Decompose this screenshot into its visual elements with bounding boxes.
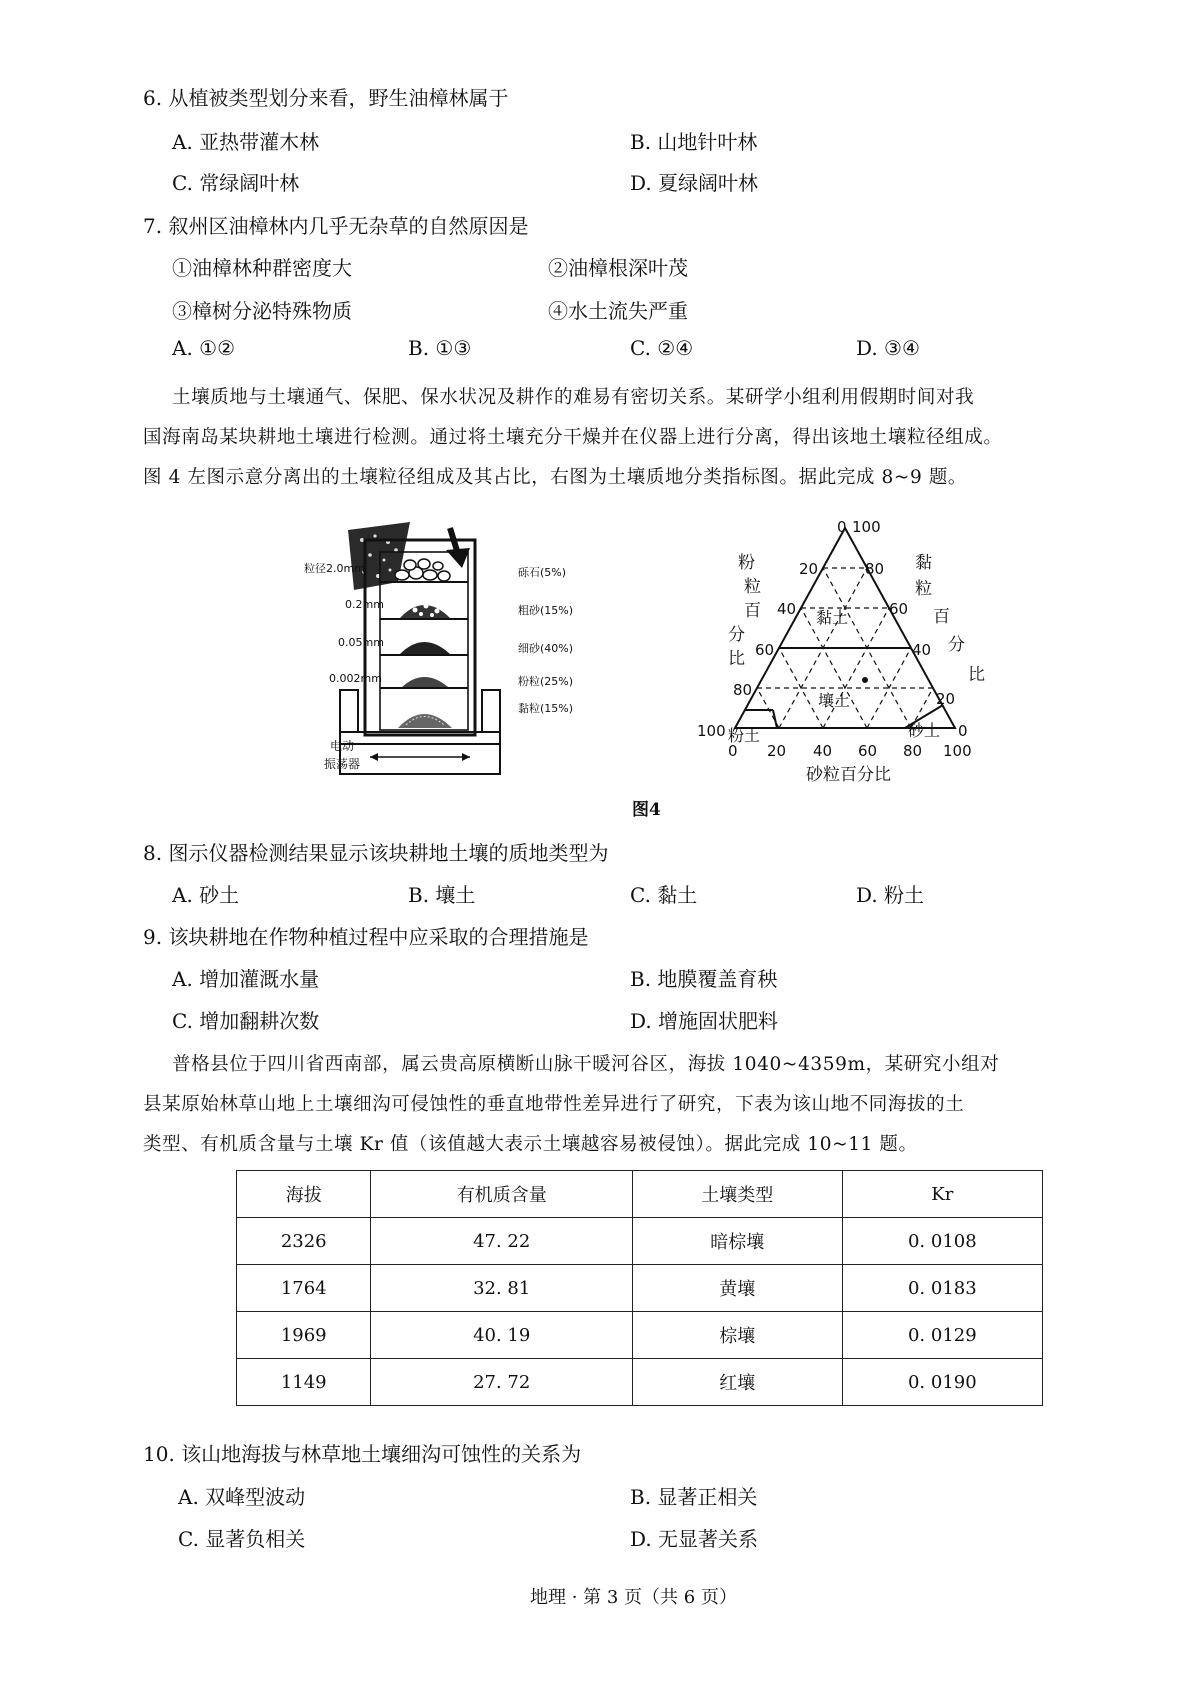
left-axis-title-2: 粒 (744, 577, 761, 597)
table-cell: 0. 0190 (842, 1359, 1042, 1406)
size-label-0-2mm: 0.2mm (345, 598, 384, 611)
size-label-2mm: 粒径2.0mm (304, 562, 365, 575)
fraction-gravel: 砾石(5%) (518, 566, 567, 579)
right-axis-title-3: 百 (933, 607, 950, 627)
table-header-cell: 有机质含量 (371, 1171, 632, 1218)
q10-option-b: B. 显著正相关 (630, 1485, 758, 1509)
tick-apex-100: 100 (852, 518, 881, 536)
q7-item-2: ②油樟根深叶茂 (548, 256, 688, 280)
q10-stem: 10. 该山地海拔与林草地土壤细沟可蚀性的关系为 (143, 1442, 582, 1466)
q6-option-b: B. 山地针叶林 (630, 130, 758, 154)
intro-8-9-line-3: 图 4 左图示意分离出的土壤粒径组成及其占比，右图为土壤质地分类指标图。据此完成 8~9 题。 (143, 467, 968, 488)
q9-option-d: D. 增施固状肥料 (630, 1009, 779, 1033)
table-row (237, 1265, 1043, 1312)
tick-bottom-20: 20 (767, 742, 787, 760)
fine-sand-pile-icon (400, 642, 450, 654)
right-axis-title-5: 比 (968, 665, 985, 685)
q9-stem: 9. 该块耕地在作物种植过程中应采取的合理措施是 (143, 925, 589, 949)
q8-option-b: B. 壤土 (408, 883, 476, 907)
q6-option-c: C. 常绿阔叶林 (172, 171, 300, 195)
left-axis-title-1: 粉 (738, 553, 755, 573)
q6-option-d: D. 夏绿阔叶林 (630, 171, 759, 195)
tick-left-100: 100 (697, 722, 726, 740)
table-row (237, 1218, 1043, 1265)
table-cell: 红壤 (632, 1359, 842, 1406)
tick-bottom-100: 100 (943, 742, 972, 760)
size-label-0-002mm: 0.002mm (329, 672, 382, 685)
table-cell: 黄壤 (632, 1265, 842, 1312)
gravel-pile-icon (395, 559, 450, 581)
tick-left-40: 40 (777, 600, 797, 618)
intro-10-11-line-1: 普格县位于四川省西南部，属云贵高原横断山脉干暖河谷区，海拔 1040~4359m，某研究小组对 (172, 1054, 1000, 1075)
tick-bottom-40: 40 (813, 742, 833, 760)
tick-apex-0: 0 (837, 518, 847, 536)
region-silt: 粉土 (728, 726, 761, 745)
q6-stem: 6. 从植被类型划分来看，野生油樟林属于 (143, 86, 509, 110)
tick-right-0: 0 (958, 722, 968, 740)
fraction-silt: 粉粒(25%) (518, 675, 574, 688)
pour-arrow-icon (446, 528, 470, 568)
fraction-coarse-sand: 粗砂(15%) (518, 604, 574, 617)
table-header-cell: Kr (842, 1171, 1042, 1218)
table-cell: 2326 (237, 1218, 371, 1265)
right-axis-title-2: 粒 (915, 579, 932, 599)
table-cell: 47. 22 (371, 1218, 632, 1265)
q7-item-4: ④水土流失严重 (548, 299, 688, 323)
tick-left-20: 20 (799, 560, 819, 578)
q10-option-d: D. 无显著关系 (630, 1527, 759, 1551)
device-label-1: 电动 (330, 739, 355, 753)
q8-option-a: A. 砂土 (172, 883, 240, 907)
page-footer: 地理 · 第 3 页（共 6 页） (530, 1587, 737, 1608)
tick-bottom-60: 60 (858, 742, 878, 760)
intro-8-9-line-2: 国海南岛某块耕地土壤进行检测。通过将土壤充分干燥并在仪器上进行分离，得出该地土壤粒径组成。 (143, 427, 1003, 448)
left-axis-title-4: 分 (728, 625, 745, 645)
q8-stem: 8. 图示仪器检测结果显示该块耕地土壤的质地类型为 (143, 841, 609, 865)
table-cell: 0. 0108 (842, 1218, 1042, 1265)
q8-option-d: D. 粉土 (856, 883, 925, 907)
region-clay: 黏土 (816, 608, 849, 627)
table-header-cell: 海拔 (237, 1171, 371, 1218)
left-axis-title-3: 百 (744, 601, 761, 621)
table-header-row (237, 1171, 1043, 1218)
table-cell: 40. 19 (371, 1312, 632, 1359)
bottom-axis-title: 砂粒百分比 (806, 765, 891, 785)
intro-8-9-line-1: 土壤质地与土壤通气、保肥、保水状况及耕作的难易有密切关系。某研学小组利用假期时间对我 (172, 387, 975, 408)
q9-option-a: A. 增加灌溉水量 (172, 967, 320, 991)
tick-left-80: 80 (733, 681, 753, 699)
table-row (237, 1359, 1043, 1406)
fraction-fine-sand: 细砂(40%) (518, 642, 574, 655)
right-axis-title-1: 黏 (915, 553, 932, 573)
tick-right-80: 80 (865, 560, 885, 578)
region-loam: 壤土 (818, 691, 851, 710)
size-label-0-05mm: 0.05mm (338, 636, 384, 649)
coarse-sand-pile-icon (400, 604, 450, 619)
intro-10-11-line-2: 县某原始林草山地上土壤细沟可侵蚀性的垂直地带性差异进行了研究，下表为该山地不同海拔的土 (143, 1094, 965, 1115)
q7-option-c: C. ②④ (630, 336, 694, 360)
q7-stem: 7. 叙州区油樟林内几乎无杂草的自然原因是 (143, 214, 529, 238)
table-cell: 1969 (237, 1312, 371, 1359)
fraction-clay: 黏粒(15%) (518, 702, 574, 715)
left-axis-title-5: 比 (728, 649, 745, 669)
right-axis-title-4: 分 (948, 635, 965, 655)
tick-right-60: 60 (889, 600, 909, 618)
region-sand: 砂土 (908, 721, 941, 740)
tick-left-60: 60 (755, 641, 775, 659)
table-cell: 1149 (237, 1359, 371, 1406)
tick-right-20: 20 (936, 690, 956, 708)
q10-option-c: C. 显著负相关 (178, 1527, 306, 1551)
silt-pile-icon (402, 677, 448, 687)
tick-bottom-80: 80 (903, 742, 923, 760)
table-cell: 0. 0183 (842, 1265, 1042, 1312)
q9-option-c: C. 增加翻耕次数 (172, 1009, 320, 1033)
table-header-cell: 土壤类型 (632, 1171, 842, 1218)
table-cell: 27. 72 (371, 1359, 632, 1406)
q7-option-a: A. ①② (172, 336, 236, 360)
q8-option-c: C. 黏土 (630, 883, 698, 907)
table-cell: 暗棕壤 (632, 1218, 842, 1265)
tick-bottom-0: 0 (728, 742, 738, 760)
device-label-2: 振荡器 (324, 757, 361, 771)
q9-option-b: B. 地膜覆盖育秧 (630, 967, 778, 991)
table-cell: 0. 0129 (842, 1312, 1042, 1359)
soil-data-table (236, 1170, 1043, 1406)
tick-right-40: 40 (912, 641, 932, 659)
q7-option-d: D. ③④ (856, 336, 920, 360)
table-row (237, 1312, 1043, 1359)
q10-option-a: A. 双峰型波动 (178, 1485, 306, 1509)
table-cell: 棕壤 (632, 1312, 842, 1359)
clay-pile-icon (398, 714, 452, 728)
q7-item-3: ③樟树分泌特殊物质 (172, 299, 352, 323)
q7-item-1: ①油樟林种群密度大 (172, 256, 352, 280)
q6-option-a: A. 亚热带灌木林 (172, 130, 320, 154)
intro-10-11-line-3: 类型、有机质含量与土壤 Kr 值（该值越大表示土壤越容易被侵蚀）。据此完成 10~11 题。 (143, 1134, 918, 1155)
table-cell: 1764 (237, 1265, 371, 1312)
table-cell: 32. 81 (371, 1265, 632, 1312)
figure-caption: 图4 (632, 800, 661, 820)
q7-option-b: B. ①③ (408, 336, 472, 360)
sample-point (862, 677, 868, 683)
